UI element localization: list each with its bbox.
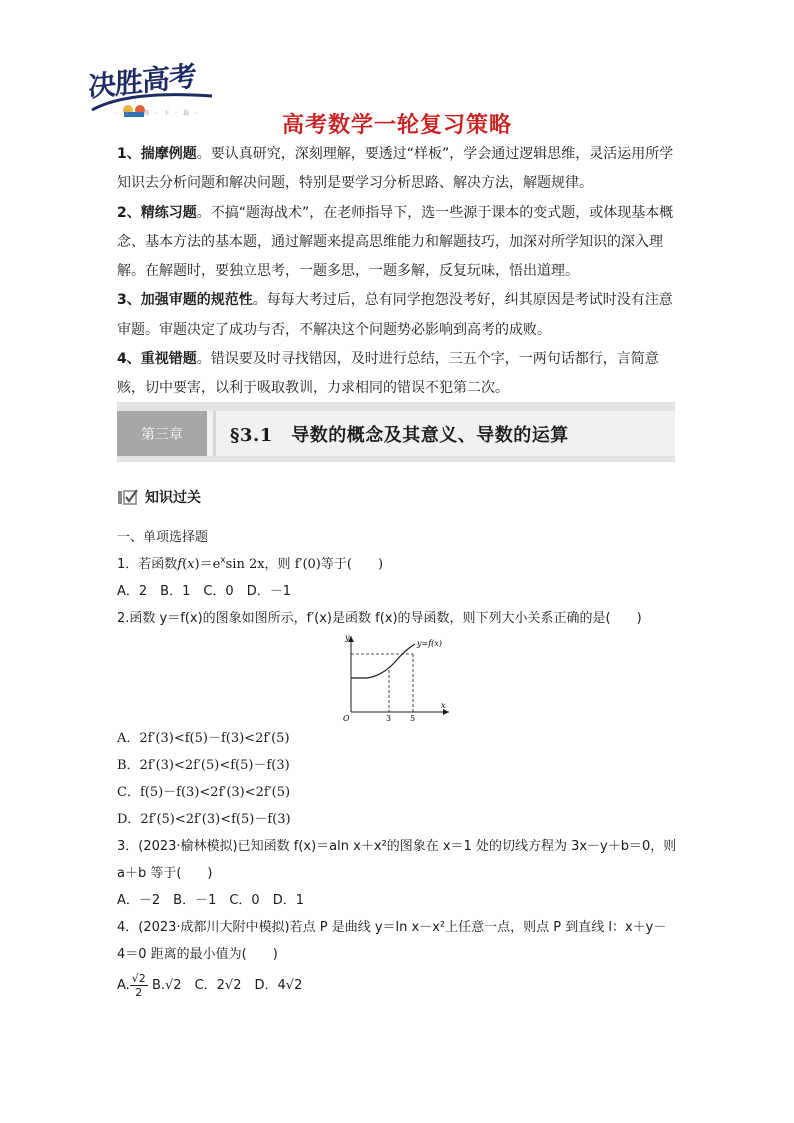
question-2-option: D．2f′(5)<2f′(3)<f(5)－f(3) bbox=[117, 812, 291, 827]
chapter-banner bbox=[117, 402, 675, 462]
question-2-option: A．2f′(3)<f(5)－f(3)<2f′(5) bbox=[117, 731, 290, 746]
question-4-line: 4．(2023·成都川大附中模拟)若点 P 是曲线 y＝ln x－x²上任意一点，则点 P 到直线 l：x＋y－ bbox=[117, 920, 667, 935]
logo-text: 决胜高考 bbox=[88, 59, 196, 104]
question-3-line: a＋b 等于( ) bbox=[117, 866, 213, 881]
strategy-item: 3、加强审题的规范性。每每大考过后，总有同学抱怨没考好，纠其原因是考试时没有注意审题。审题决定了成功与否，不解决这个问题势必影响到高考的成败。 bbox=[117, 292, 673, 338]
origin-label: O bbox=[343, 714, 350, 722]
question-2-stem: 2.函数 y＝f(x)的图象如图所示，f′(x)是函数 f(x)的导函数，则下列大小关系正确的是( ) bbox=[117, 611, 642, 626]
chapter-tag: 第三章 bbox=[117, 411, 207, 456]
x-axis-label: x bbox=[441, 701, 446, 710]
strategy-item: 1、揣摩例题。要认真研究，深刻理解，要透过“样板”，学会通过逻辑思维，灵活运用所学知识去分析问题和解决问题，特别是要学习分析思路、解决方法，解题规律。 bbox=[117, 146, 674, 192]
function-graph bbox=[337, 632, 457, 722]
question-1-options: A．2 B．1 C．0 D．－1 bbox=[117, 584, 291, 599]
curve-label: y=f(x) bbox=[417, 639, 442, 648]
knowledge-label: 知识过关 bbox=[145, 490, 201, 506]
question-1: 1．若函数$f(x)=e^x\sin$ 2x，则 f′(0)等于( ) bbox=[117, 555, 384, 572]
question-3-options: A．－2 B．－1 C．0 D．1 bbox=[117, 893, 304, 908]
part-heading: 一、单项选择题 bbox=[117, 530, 209, 545]
fraction: $\frac{√2}{2}$ bbox=[131, 972, 146, 999]
question-4-line: 4＝0 距离的最小值为( ) bbox=[117, 947, 278, 962]
checklist-icon bbox=[117, 488, 139, 506]
y-axis-label: y bbox=[345, 633, 350, 642]
logo-subtitle: · 无 · 需 · 下 · 载 · bbox=[116, 110, 199, 117]
tick-label: 3 bbox=[386, 714, 392, 722]
section-title: §3.1 导数的概念及其意义、导数的运算 bbox=[230, 424, 569, 446]
page-title: 高考数学一轮复习策略 bbox=[281, 113, 512, 138]
question-4-options: A. $\frac{√2}{2}$ B.√2 C．2√2 D．4√2 bbox=[117, 972, 303, 999]
strategy-list bbox=[117, 140, 677, 404]
strategy-item: 2、精练习题。不搞“题海战术”，在老师指导下，选一些源于课本的变式题，或体现基本概念、基本方法的基本题，通过解题来提高思维能力和解题技巧，加深对所学知识的深入理解。在解题时，要独立思考，一题多思，一题多解，反复玩味，悟出道理。 bbox=[117, 204, 674, 280]
question-2-option: B．2f′(3)<2f′(5)<f(5)－f(3) bbox=[117, 758, 290, 773]
tick-label: 5 bbox=[410, 714, 416, 722]
strategy-item: 4、重视错题。错误要及时寻找错因，及时进行总结，三五个字，一两句话都行，言简意赅，切中要害，以利于吸取教训，力求相同的错误不犯第二次。 bbox=[117, 351, 659, 397]
question-2-option: C．f(5)－f(3)<2f′(3)<2f′(5) bbox=[117, 785, 291, 800]
question-3-line: 3．(2023·榆林模拟)已知函数 f(x)＝aln x＋x²的图象在 x＝1 处的切线方程为 3x－y＋b＝0，则 bbox=[117, 839, 677, 854]
knowledge-heading bbox=[117, 487, 201, 507]
